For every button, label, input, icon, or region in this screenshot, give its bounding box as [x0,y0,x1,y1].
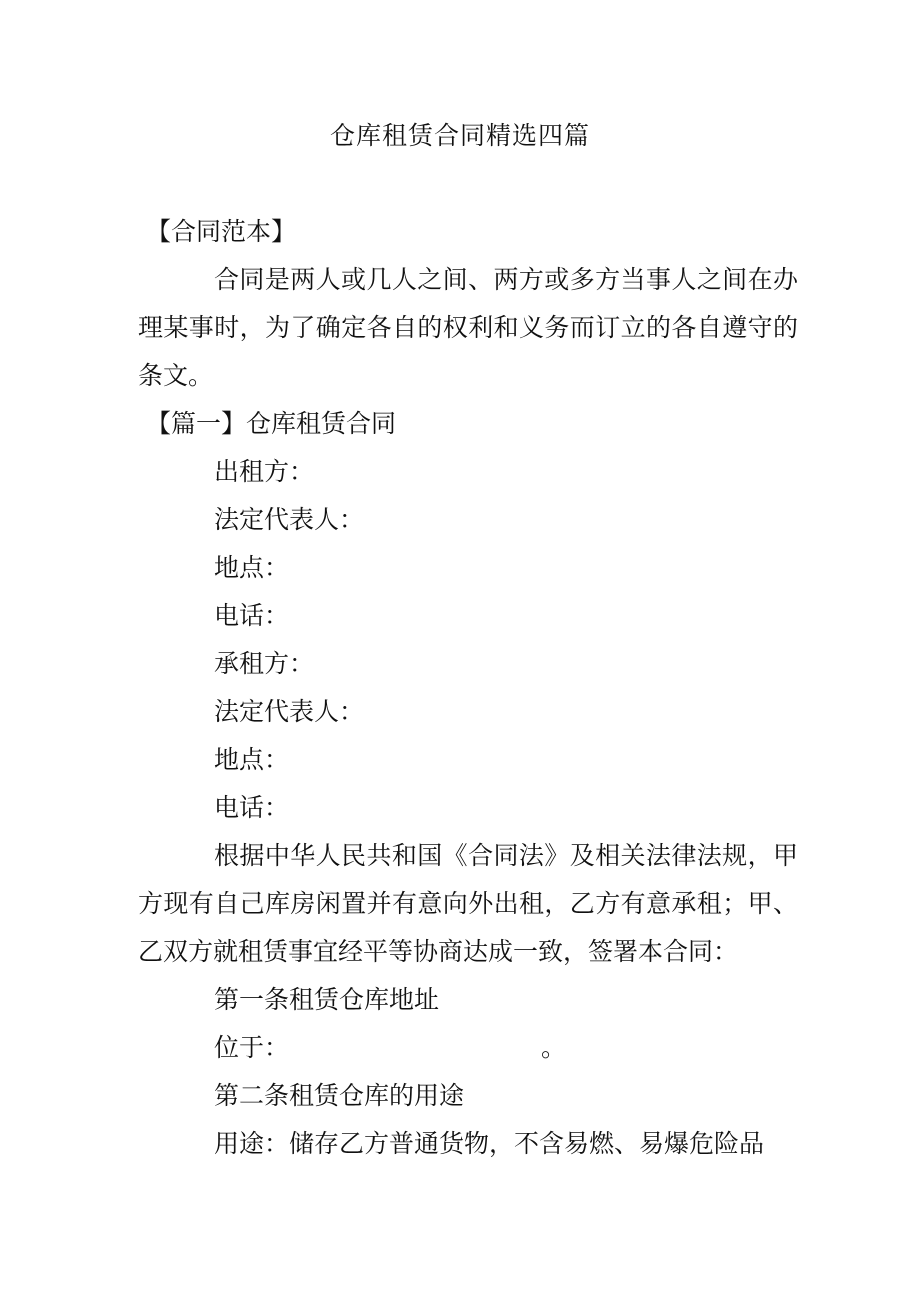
lessor-address-label: 地点： [214,553,290,582]
lessee-address-label: 地点： [214,745,290,774]
document-body [138,208,798,1168]
document-title: 仓库租赁合同精选四篇 [329,121,590,150]
article-1-location-end: 。 [541,1033,567,1062]
article-2-usage: 用途：储存乙方普通货物，不含易燃、易爆危险品 [214,1129,765,1158]
section-template-heading: 【合同范本】 [146,217,297,246]
basis-paragraph: 根据中华人民共和国《合同法》及相关法律法规，甲方现有自己库房闲置并有意向外出租，乙方有意承租；甲、乙双方就租赁事宜经平等协商达成一致，签署本合同： [138,841,798,966]
part-one-heading: 【篇一】仓库租赁合同 [146,409,397,438]
lessor-rep-label: 法定代表人： [214,505,365,534]
article-1-title: 第一条租赁仓库地址 [214,985,440,1014]
lessee-label: 承租方： [214,649,315,678]
article-1-location-line [138,1024,798,1072]
lessor-phone-label: 电话： [214,601,290,630]
article-2-title: 第二条租赁仓库的用途 [214,1081,465,1110]
article-1-location-label: 位于： [214,1033,290,1062]
lessee-phone-label: 电话： [214,793,290,822]
lessor-label: 出租方： [214,457,315,486]
lessee-rep-label: 法定代表人： [214,697,365,726]
intro-paragraph: 合同是两人或几人之间、两方或多方当事人之间在办理某事时，为了确定各自的权利和义务而订立的各自遵守的条文。 [138,265,798,390]
